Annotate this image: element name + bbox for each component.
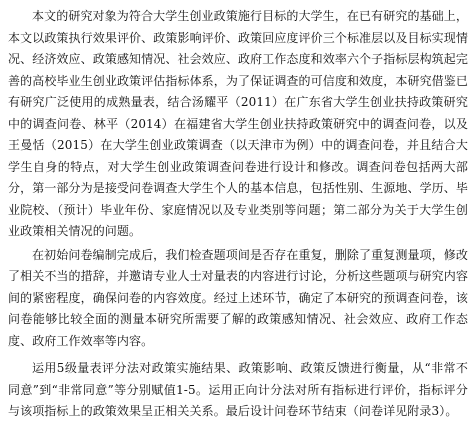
paragraph-research-design: 本文的研究对象为符合大学生创业政策施行目标的大学生，在已有研究的基础上，本文以政策执行效果评价、政策影响评价、政策回应度评价三个标准层以及目标实现情况、经济效应、政策感知情况、社会效应、政府工作态度和效率六个子指标层构筑起完善的高校毕业生创业政策评估指标体系，为了保证调查的可信度和效度，本研究借鉴已有研究广泛使用的成熟量表，结合汤耀平（2011）在广东省大学生创业扶持政策研究中的调查问卷、林平（2014）在福建省大学生创业扶持政策研究中的调查问卷，以及王曼恬（2015）在大学生创业政策调查（以天津市为例）中的调查问卷，并且结合大学生自身的特点，对大学生创业政策调查问卷进行设计和修改。调查问卷包括两大部分，第一部分为是接受问卷调查大学生个人的基本信息，包括性别、生源地、学历、毕业院校、（预计）毕业年份、家庭情况以及专业类别等问题；第二部分为关于大学生创业政策相关情况的问题。 — [8, 9, 468, 238]
paragraph-questionnaire-revision: 在初始问卷编制完成后，我们检查题项间是否存在重复，删除了重复测量项，修改了相关不当的措辞，并邀请专业人士对量表的内容进行讨论，分析这些题项与研究内容间的紧密程度，确保问卷的内容效度。经过上述环节，确定了本研究的预调查问卷，该问卷能够比较全面的测量本研究所需要了解的政策感知情况、社会效应、政府工作态度、政府工作效率等内容。 — [8, 247, 468, 348]
paragraph-scoring-method: 运用5级量表评分法对政策实施结果、政策影响、政策反馈进行衡量，从“非常不同意”到“非常同意”等分别赋值1-5。运用正向计分法对所有指标进行评价，指标评分与该项指标上的政策效果呈正相关关系。最后设计问卷环节结束（问卷详见附录3）。 — [8, 361, 468, 418]
